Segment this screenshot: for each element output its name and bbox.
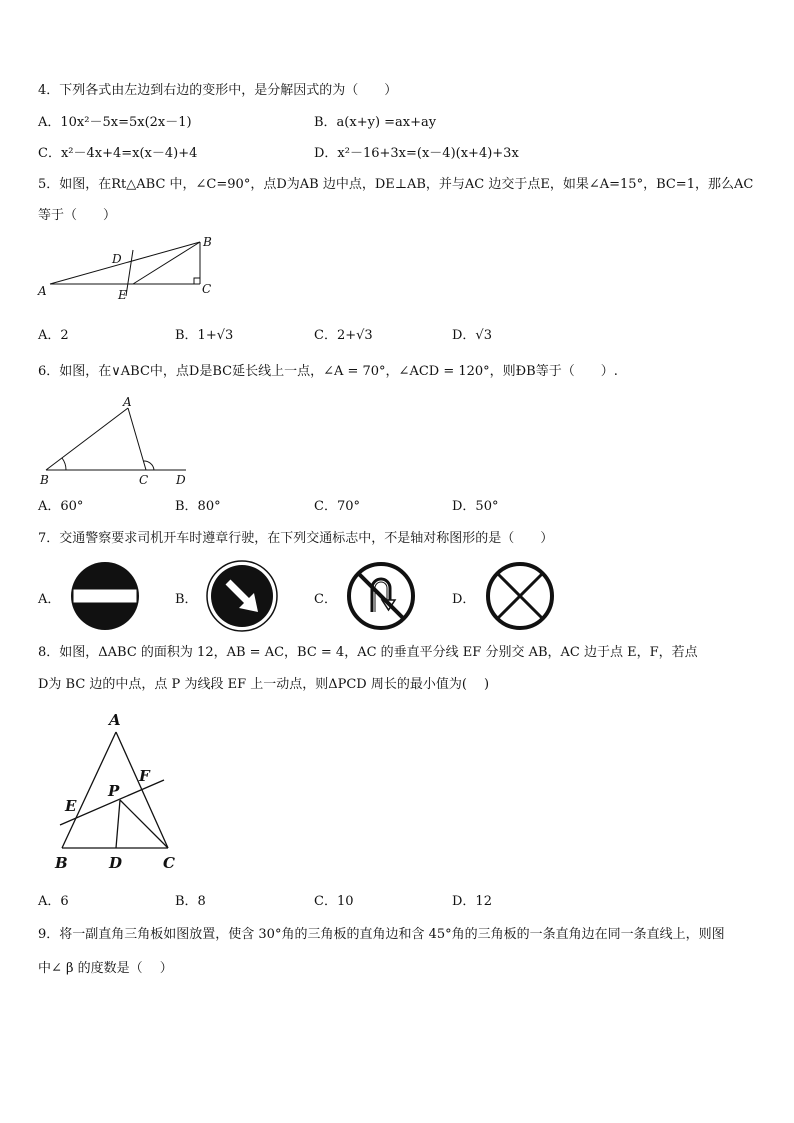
q5-line-de — [126, 250, 133, 296]
q6-option-d: D．50° — [452, 499, 499, 514]
no-entry-sign-icon — [69, 560, 141, 632]
q9-stem-line2: 中∠ β 的度数是（ ） — [38, 961, 173, 976]
q8-label-c: C — [163, 854, 175, 872]
q7-option-a-letter: A． — [38, 592, 61, 607]
q5-option-d: D．√3 — [452, 328, 492, 343]
q9-stem-line1: 9．将一副直角三角板如图放置，使含 30°角的三角板的直角边和含 45°角的三角板的一条直角边在同一条直线上，则图 — [38, 927, 725, 942]
no-stopping-sign-icon — [484, 560, 556, 632]
q4-option-c: C．x²－4x+4=x(x－4)+4 — [38, 146, 198, 161]
q8-label-a: A — [109, 711, 121, 729]
q6-option-c: C．70° — [314, 499, 360, 514]
q6-option-a: A．60° — [38, 499, 84, 514]
q6-label-c: C — [139, 473, 149, 487]
q5-line-be — [133, 242, 200, 284]
q4-option-b: B．a(x+y) =ax+ay — [314, 115, 437, 130]
q8-segment-pd — [116, 800, 120, 848]
q5-label-e: E — [118, 288, 127, 302]
q7-option-d-letter: D． — [452, 592, 476, 607]
diagonal-arrow-sign-icon — [206, 560, 278, 632]
q7-option-c-letter: C． — [314, 592, 337, 607]
q5-stem-line2: 等于（ ） — [38, 208, 117, 223]
q6-stem: 6．如图，在∨ABC中，点D是BC延长线上一点，∠A = 70°，∠ACD = 120°，则ÐB等于（ ）. — [38, 364, 618, 379]
q5-label-a: A — [38, 284, 47, 298]
q5-label-b: B — [203, 235, 212, 249]
q8-option-b: B．8 — [175, 894, 206, 909]
q6-angle-b-arc — [62, 458, 66, 470]
q8-label-d: D — [109, 854, 123, 872]
q7-stem: 7．交通警察要求司机开车时遵章行驶，在下列交通标志中，不是轴对称图形的是（ ） — [38, 531, 554, 546]
q5-right-angle-mark — [194, 278, 200, 284]
q5-option-b: B．1+√3 — [175, 328, 234, 343]
no-u-turn-sign-icon — [345, 560, 417, 632]
q8-label-b: B — [55, 854, 68, 872]
q4-option-a: A．10x²－5x=5x(2x－1) — [38, 115, 192, 130]
q5-stem-line1: 5．如图，在Rt△ABC 中，∠C=90°，点D为AB 边中点，DE⊥AB，并与AC 边交于点E，如果∠A=15°，BC=1，那么AC — [38, 177, 754, 192]
q4-stem: 4．下列各式由左边到右边的变形中，是分解因式的为（ ） — [38, 83, 398, 98]
q5-side-ab — [50, 242, 200, 284]
q8-stem-line1: 8．如图，ΔABC 的面积为 12，AB = AC，BC = 4，AC 的垂直平分线 EF 分别交 AB，AC 边于点 E，F，若点 — [38, 645, 698, 660]
q5-option-a: A．2 — [38, 328, 69, 343]
q5-option-c: C．2+√3 — [314, 328, 373, 343]
q8-label-p: P — [108, 782, 120, 800]
q8-label-e: E — [65, 797, 77, 815]
q8-option-a: A．6 — [38, 894, 69, 909]
q8-figure — [46, 708, 186, 874]
q6-label-a: A — [123, 395, 132, 409]
q6-figure — [36, 394, 196, 490]
q6-side-ab — [46, 408, 128, 470]
q8-stem-line2: D为 BC 边的中点，点 P 为线段 EF 上一动点，则ΔPCD 周长的最小值为( ) — [38, 677, 490, 692]
q8-option-c: C．10 — [314, 894, 354, 909]
q5-label-c: C — [202, 282, 212, 296]
q4-option-d: D．x²－16+3x=(x－4)(x+4)+3x — [314, 146, 519, 161]
q7-option-b-letter: B． — [175, 592, 198, 607]
q6-option-b: B．80° — [175, 499, 221, 514]
q8-option-d: D．12 — [452, 894, 492, 909]
q6-label-d: D — [176, 473, 186, 487]
q8-label-f: F — [139, 767, 150, 785]
q6-label-b: B — [40, 473, 49, 487]
q8-segment-pc — [120, 800, 168, 848]
q5-figure — [36, 232, 220, 308]
q5-label-d: D — [112, 252, 122, 266]
